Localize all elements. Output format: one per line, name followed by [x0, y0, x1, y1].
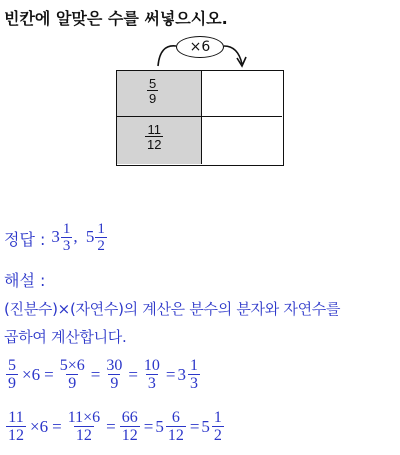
given-fraction-2: $\frac{11}{12}$: [147, 122, 162, 152]
explanation-label: 해설 :: [4, 271, 46, 290]
explanation-line-1: (진분수)×(자연수)의 계산은 분수의 분자와 자연수를: [4, 300, 341, 318]
table-cell-given-1: [117, 71, 202, 117]
answer-label: 정답 :: [4, 229, 46, 249]
table-cell-blank-1[interactable]: [202, 71, 282, 117]
table-cell-blank-2[interactable]: [202, 117, 282, 164]
instruction-text: 빈칸에 알맞은 수를 써넣으시오.: [4, 9, 228, 28]
equation-1: $\frac{5}{9}$ ×6 = $\frac{5\times 6}{9}$ = $\frac{30}{9}$ = $\frac{10}{3}$ = 3 $\frac{1}{3}$: [8, 357, 198, 392]
equation-2: $\frac{11}{12}$ ×6 = $\frac{11\times 6}{12}$ = $\frac{66}{12}$ = 5 $\frac{6}{12}$ = 5 $\frac{1}{2}$: [8, 409, 222, 444]
operator-label: ×6: [189, 39, 211, 55]
answer-values: 3 $\frac{1}{3}$ , 5 $\frac{1}{2}$: [51, 221, 105, 254]
explanation-line-2: 곱하여 계산합니다.: [4, 328, 127, 346]
answer-line: [4, 222, 108, 254]
table-cell-given-2: [117, 117, 202, 164]
operator-oval: [176, 36, 224, 58]
answer-table: [116, 70, 284, 166]
given-fraction-1: $\frac{5}{9}$: [149, 76, 157, 106]
